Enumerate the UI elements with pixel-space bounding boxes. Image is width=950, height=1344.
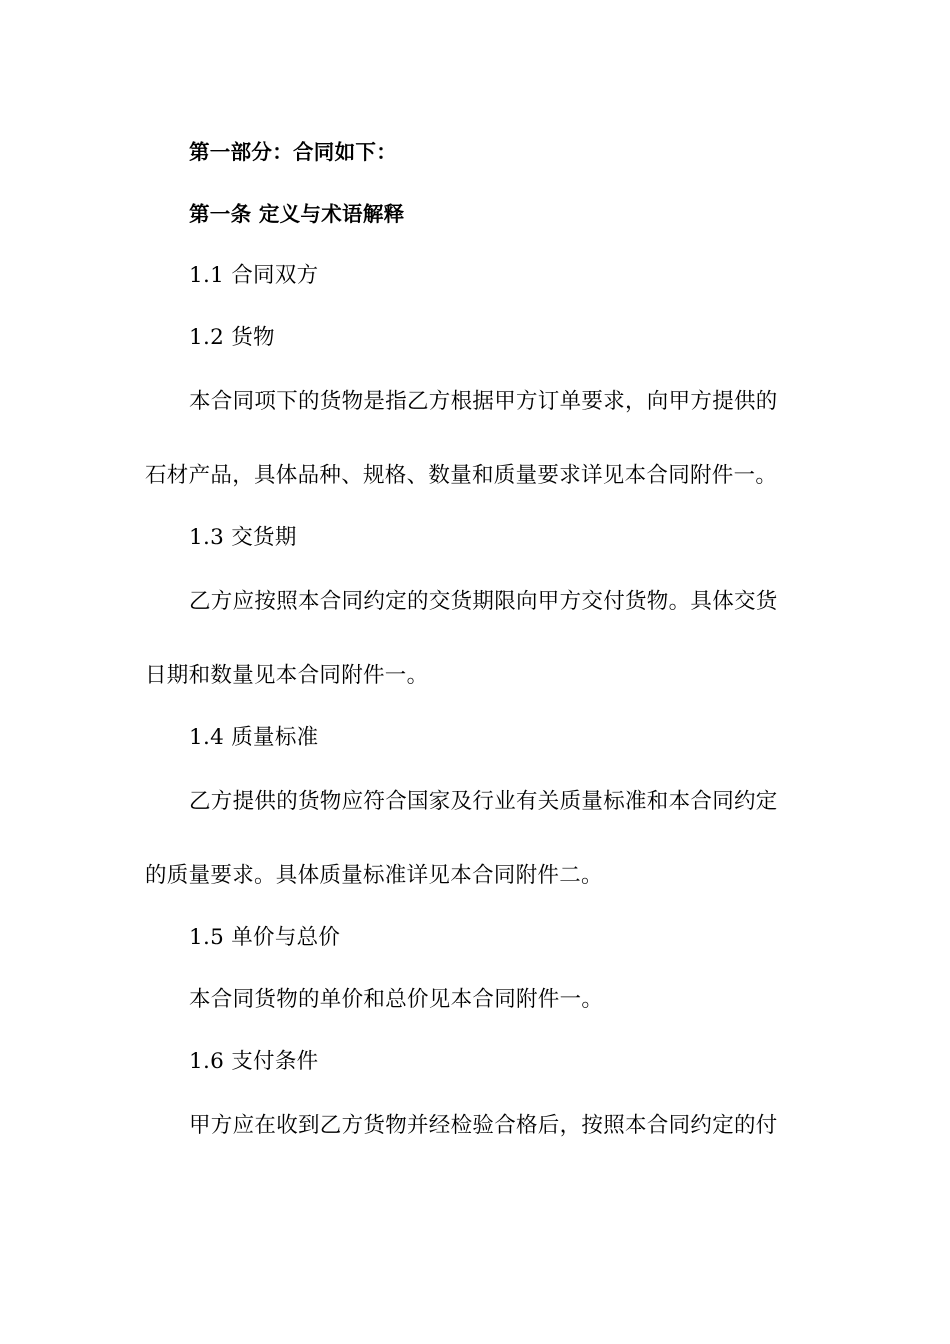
paragraph-line: 石材产品，具体品种、规格、数量和质量要求详见本合同附件一。 [145, 463, 778, 488]
paragraph-line: 乙方提供的货物应符合国家及行业有关质量标准和本合同约定 [189, 789, 778, 814]
section-title-1-1: 1.1 合同双方 [189, 263, 319, 288]
paragraph-line: 日期和数量见本合同附件一。 [145, 663, 429, 688]
section-title-1-6: 1.6 支付条件 [189, 1049, 319, 1074]
section-title-1-3: 1.3 交货期 [189, 525, 297, 550]
paragraph-line: 甲方应在收到乙方货物并经检验合格后，按照本合同约定的付 [189, 1113, 778, 1138]
paragraph-line: 的质量要求。具体质量标准详见本合同附件二。 [145, 863, 603, 888]
paragraph-line: 本合同货物的单价和总价见本合同附件一。 [189, 987, 604, 1012]
section-title-1-2: 1.2 货物 [189, 325, 275, 350]
part-heading: 第一部分：合同如下： [189, 140, 397, 164]
paragraph-line: 本合同项下的货物是指乙方根据甲方订单要求，向甲方提供的 [189, 389, 778, 414]
section-title-1-4: 1.4 质量标准 [189, 725, 319, 750]
article-heading: 第一条 定义与术语解释 [189, 202, 405, 226]
paragraph-line: 乙方应按照本合同约定的交货期限向甲方交付货物。具体交货 [189, 589, 778, 614]
section-title-1-5: 1.5 单价与总价 [189, 925, 341, 950]
